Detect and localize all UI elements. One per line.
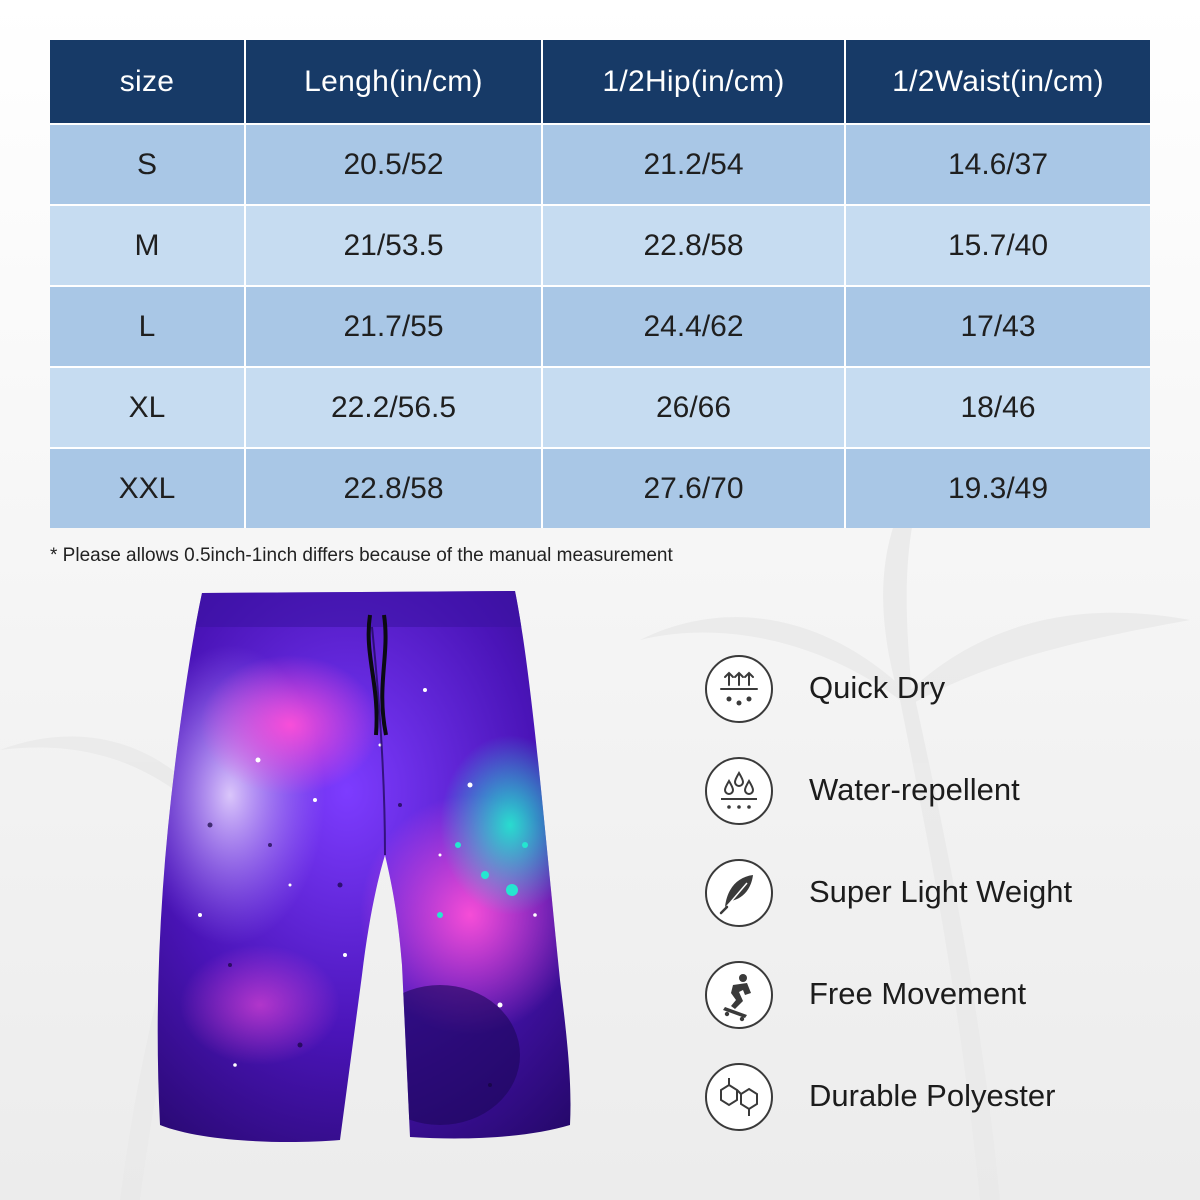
header-half-waist: 1/2Waist(in/cm) — [845, 40, 1150, 124]
cell-half-waist: 15.7/40 — [845, 205, 1150, 286]
cell-size: S — [50, 124, 245, 205]
size-chart-table — [50, 40, 1150, 528]
cell-length: 20.5/52 — [245, 124, 542, 205]
cell-size: L — [50, 286, 245, 367]
table-header-row — [50, 40, 1150, 124]
cell-half-hip: 24.4/62 — [542, 286, 845, 367]
feature-label: Durable Polyester — [809, 1078, 1056, 1113]
header-length: Lengh(in/cm) — [245, 40, 542, 124]
cell-length: 21/53.5 — [245, 205, 542, 286]
cell-half-hip: 22.8/58 — [542, 205, 845, 286]
feature-label: Quick Dry — [809, 670, 946, 705]
cell-size: XL — [50, 367, 245, 448]
feature-quick-dry — [705, 655, 1145, 757]
table-row — [50, 448, 1150, 528]
feature-durable-polyester — [705, 1063, 1145, 1165]
cell-half-waist: 17/43 — [845, 286, 1150, 367]
feature-label: Free Movement — [809, 976, 1027, 1011]
feather-icon — [705, 859, 773, 927]
feature-list — [705, 655, 1145, 1165]
feature-label: Water-repellent — [809, 772, 1020, 807]
cell-length: 22.8/58 — [245, 448, 542, 528]
cell-length: 22.2/56.5 — [245, 367, 542, 448]
cell-size: XXL — [50, 448, 245, 528]
measurement-note: * Please allows 0.5inch-1inch differs because of the manual measurement — [50, 545, 673, 566]
feature-free-movement — [705, 961, 1145, 1063]
feature-water-repellent — [705, 757, 1145, 859]
cell-half-hip: 21.2/54 — [542, 124, 845, 205]
cell-half-hip: 26/66 — [542, 367, 845, 448]
quick-dry-icon — [705, 655, 773, 723]
header-size: size — [50, 40, 245, 124]
skateboarder-icon — [705, 961, 773, 1029]
galaxy-board-shorts-image — [140, 585, 600, 1175]
cell-half-waist: 19.3/49 — [845, 448, 1150, 528]
cell-length: 21.7/55 — [245, 286, 542, 367]
cell-half-waist: 14.6/37 — [845, 124, 1150, 205]
cell-half-waist: 18/46 — [845, 367, 1150, 448]
cell-size: M — [50, 205, 245, 286]
cell-half-hip: 27.6/70 — [542, 448, 845, 528]
molecule-icon — [705, 1063, 773, 1131]
table-row — [50, 124, 1150, 205]
header-half-hip: 1/2Hip(in/cm) — [542, 40, 845, 124]
table-row — [50, 205, 1150, 286]
table-row — [50, 367, 1150, 448]
water-drops-icon — [705, 757, 773, 825]
feature-super-light-weight — [705, 859, 1145, 961]
feature-label: Super Light Weight — [809, 874, 1073, 909]
table-row — [50, 286, 1150, 367]
